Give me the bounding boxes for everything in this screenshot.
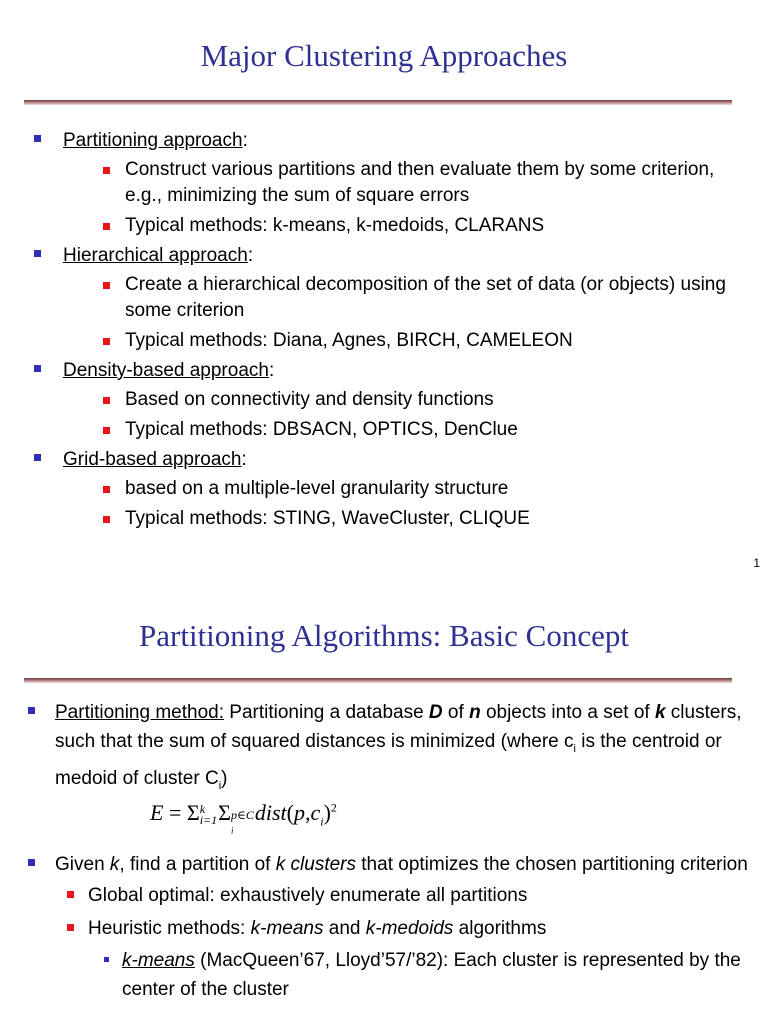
list-item: Hierarchical approach: Create a hierarchical decomposition of the set of data (or objects) using some criterion Typical methods: Diana, Agnes, BIRCH, CAMELEON [34, 241, 744, 354]
sub-item: Based on connectivity and density functions [97, 387, 744, 413]
bullet-icon [67, 891, 74, 898]
concept-list [28, 698, 748, 1004]
slide-title: Partitioning Algorithms: Basic Concept [139, 618, 629, 653]
item-heading: Grid-based approach [63, 449, 242, 470]
sub-item: Create a hierarchical decomposition of the set of data (or objects) using some criterion [97, 272, 744, 324]
bullet-icon [34, 250, 41, 257]
list-item: Grid-based approach: based on a multiple-level granularity structure Typical methods: STING, WaveCluster, CLIQUE [34, 445, 744, 532]
title-divider [24, 678, 732, 683]
sub-item: based on a multiple-level granularity structure [97, 476, 744, 502]
sub-item: Heuristic methods: k-means and k-medoids algorithms k-means (MacQueen’67, Lloyd’57/’82): Each cluster is represented by the center of the cluster [55, 914, 748, 1004]
slide-title: Major Clustering Approaches [200, 38, 568, 73]
sub-sub-item: k-means (MacQueen’67, Lloyd’57/’82): Each cluster is represented by the center of the cluster [55, 946, 748, 1004]
bullet-icon [103, 427, 110, 434]
title-divider [24, 100, 732, 105]
sub-item: Global optimal: exhaustively enumerate all partitions [55, 881, 748, 910]
item-heading: Density-based approach [63, 360, 269, 381]
bullet-icon [103, 516, 110, 523]
bullet-icon [28, 859, 35, 866]
list-item: Given k, find a partition of k clusters that optimizes the chosen partitioning criterion Global optimal: exhaustively enumerate all partitions Heuristic methods: k-means and k-medoids algorithms k-means (MacQueen’67, Lloyd’57/’82): Each cluster is represented by the center of the cluster [28, 850, 748, 1004]
bullet-icon [103, 282, 110, 289]
bullet-icon [34, 135, 41, 142]
slide-2 [0, 590, 768, 1024]
bullet-icon [67, 924, 74, 931]
item-heading: Partitioning approach [63, 130, 243, 151]
bullet-icon [34, 365, 41, 372]
list-item: Partitioning approach: Construct various partitions and then evaluate them by some criterion, e.g., minimizing the sum of square errors Typical methods: k-means, k-medoids, CLARANS [34, 126, 744, 239]
bullet-icon [103, 223, 110, 230]
item-heading: Hierarchical approach [63, 245, 248, 266]
sub-item: Typical methods: STING, WaveCluster, CLIQUE [97, 506, 744, 532]
sub-item: Typical methods: k-means, k-medoids, CLARANS [97, 213, 744, 239]
bullet-icon [34, 454, 41, 461]
bullet-icon [28, 707, 35, 714]
page-number: 1 [753, 556, 760, 570]
bullet-icon [103, 167, 110, 174]
bullet-icon [103, 486, 110, 493]
bullet-icon [104, 957, 109, 962]
bullet-icon [103, 397, 110, 404]
list-item: Partitioning method: Partitioning a database D of n objects into a set of k clusters, such that the sum of squared distances is minimized (where $c_i$ is the centroid or medoid of cluster $C_i$) [28, 698, 748, 785]
bullet-icon [103, 338, 110, 345]
sub-item: Typical methods: Diana, Agnes, BIRCH, CAMELEON [97, 328, 744, 354]
approach-list [34, 126, 744, 532]
objective-formula: E = Σ k i=1 Σ p∈C $_i$ $dist(p,c_i)^2$ [150, 800, 337, 836]
sub-item: Construct various partitions and then evaluate them by some criterion, e.g., minimizing the sum of square errors [97, 157, 744, 209]
list-item: Density-based approach: Based on connectivity and density functions Typical methods: DBSACN, OPTICS, DenClue [34, 356, 744, 443]
sub-item: Typical methods: DBSACN, OPTICS, DenClue [97, 417, 744, 443]
